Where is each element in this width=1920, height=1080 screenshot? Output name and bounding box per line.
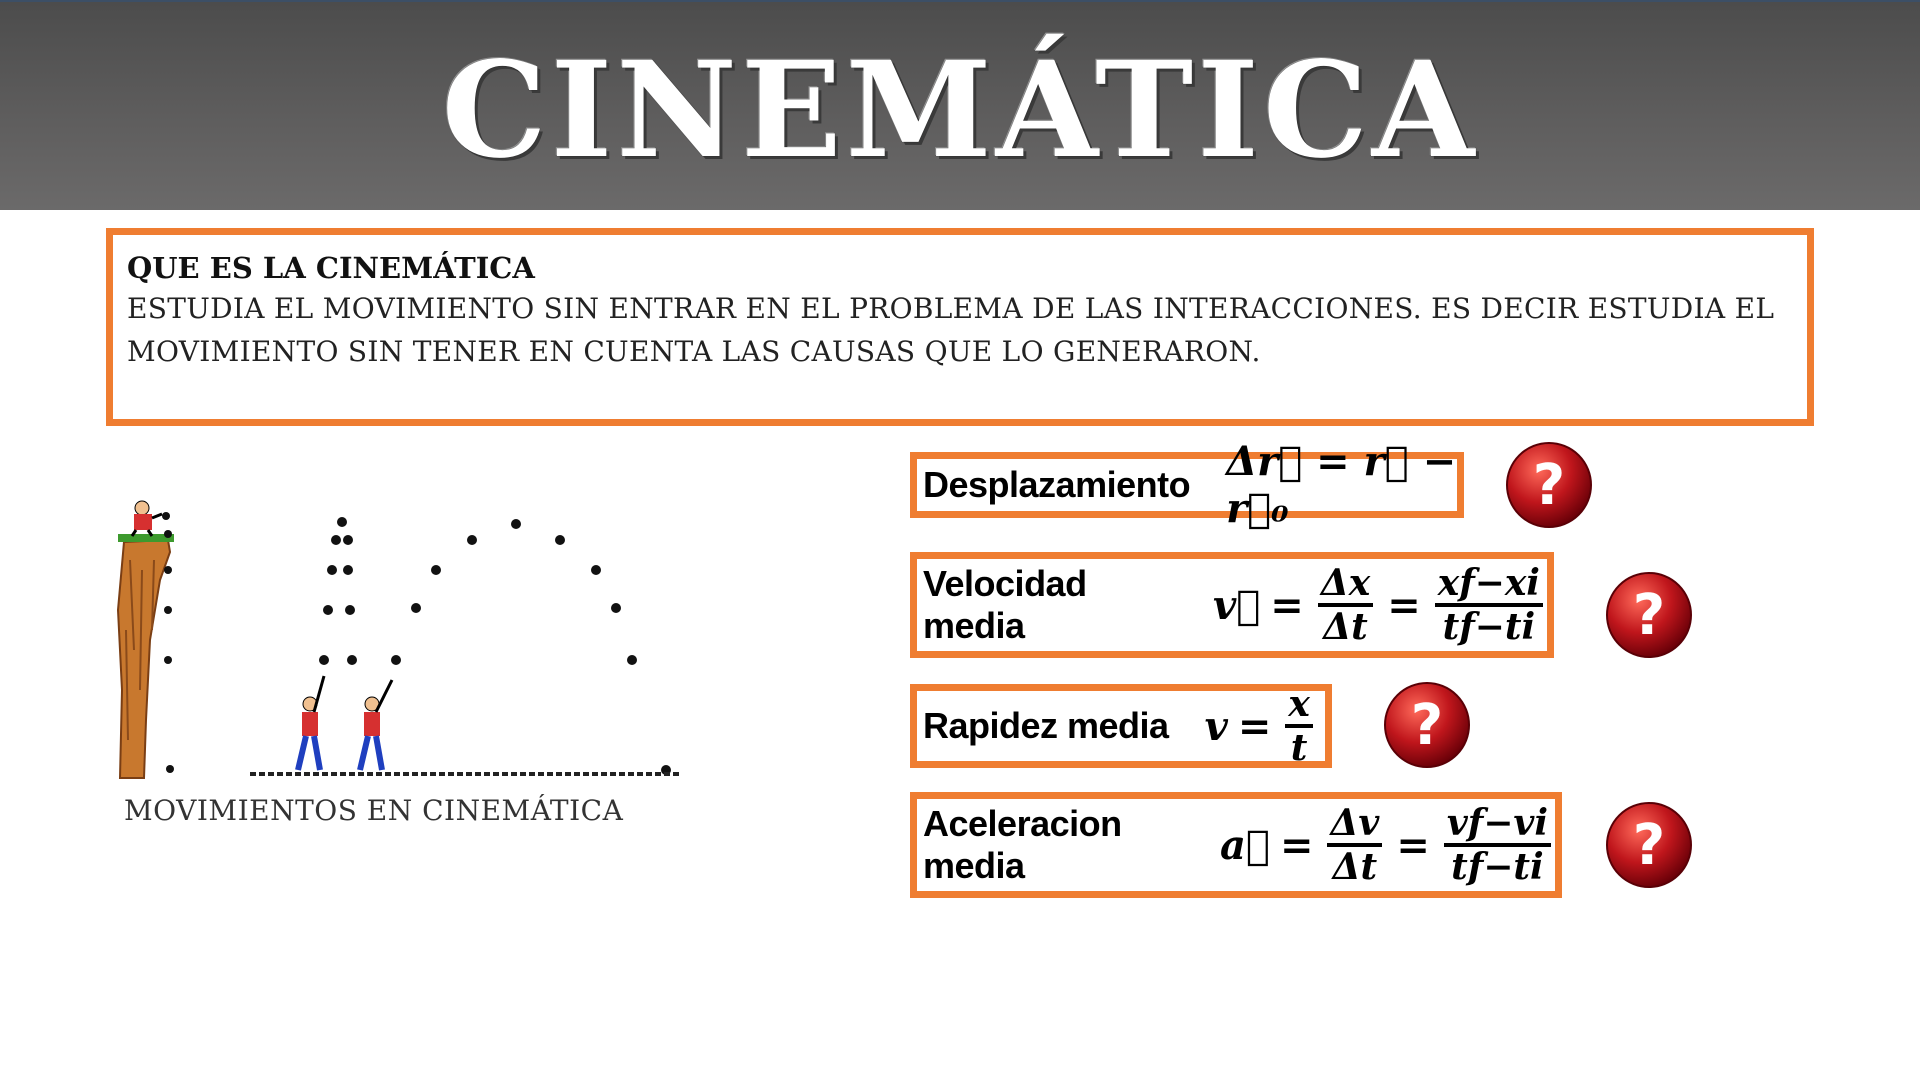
formula-expression: a⃗ = $\frac{\Delta v}{\Delta t}$ = $\frac{vf-vi}{tf-ti}$ — [1220, 803, 1555, 887]
fraction-denominator: Δt — [1323, 606, 1368, 648]
fraction-denominator: tf−ti — [1451, 846, 1544, 888]
person-throwing-angle — [360, 680, 392, 770]
illustration-caption: MOVIMIENTOS EN CINEMÁTICA — [124, 794, 624, 827]
formula-lhs: a⃗ — [1220, 821, 1270, 869]
fraction-denominator: t — [1290, 727, 1308, 769]
person-on-cliff — [132, 501, 162, 536]
mean-speed-formula — [910, 684, 1332, 768]
formula-expression: Δr⃗ = r⃗ − r⃗₀ — [1226, 438, 1457, 532]
svg-text:?: ? — [1532, 453, 1566, 518]
question-mark-icon[interactable] — [1604, 800, 1694, 890]
person-throwing-up — [298, 676, 324, 770]
formula-lhs: v — [1204, 702, 1228, 750]
fraction-denominator: tf−ti — [1442, 606, 1536, 648]
svg-text:?: ? — [1410, 693, 1444, 758]
svg-text:?: ? — [1632, 813, 1666, 878]
definition-text: ESTUDIA EL MOVIMIENTO SIN ENTRAR EN EL PROBLEMA DE LAS INTERACCIONES. ES DECIR ESTUDIA EL MOVIMIENTO SIN TENER EN CUENTA LAS CAUSAS QUE LO GENERARON. — [127, 292, 1775, 368]
definition-heading: QUE ES LA CINEMÁTICA — [127, 251, 535, 285]
fraction-denominator: Δt — [1332, 846, 1378, 888]
motion-illustration — [110, 490, 820, 790]
mean-acceleration-formula — [910, 792, 1562, 898]
formula-label: Rapidez media — [923, 705, 1169, 746]
formula-expression: v = $\frac{x}{t}$ — [1205, 684, 1317, 768]
formula-expression: v⃗ = $\frac{\Delta x}{\Delta t}$ = $\frac{xf-xi}{tf-ti}$ — [1213, 563, 1547, 647]
svg-text:?: ? — [1632, 583, 1666, 648]
page-title: CINEMÁTICA — [441, 33, 1479, 188]
displacement-formula — [910, 438, 1464, 532]
definition-box — [106, 228, 1814, 426]
title-banner — [0, 0, 1920, 210]
question-mark-icon[interactable] — [1382, 680, 1472, 770]
question-mark-icon[interactable] — [1604, 570, 1694, 660]
fraction-numerator: Δx — [1318, 563, 1373, 607]
formula-lhs: v⃗ — [1213, 581, 1261, 629]
formula-label: Aceleracion media — [923, 803, 1122, 886]
formula-label: Velocidad media — [923, 563, 1087, 646]
fraction-numerator: x — [1285, 684, 1312, 728]
fraction-numerator: xf−xi — [1435, 563, 1543, 607]
fraction-numerator: Δv — [1327, 803, 1382, 847]
question-mark-icon[interactable] — [1504, 440, 1594, 530]
formula-label: Desplazamiento — [923, 464, 1191, 505]
projectile-path — [391, 519, 671, 775]
vertical-throw-path — [319, 517, 357, 665]
mean-velocity-formula — [910, 552, 1554, 658]
fraction-numerator: vf−vi — [1444, 803, 1551, 847]
